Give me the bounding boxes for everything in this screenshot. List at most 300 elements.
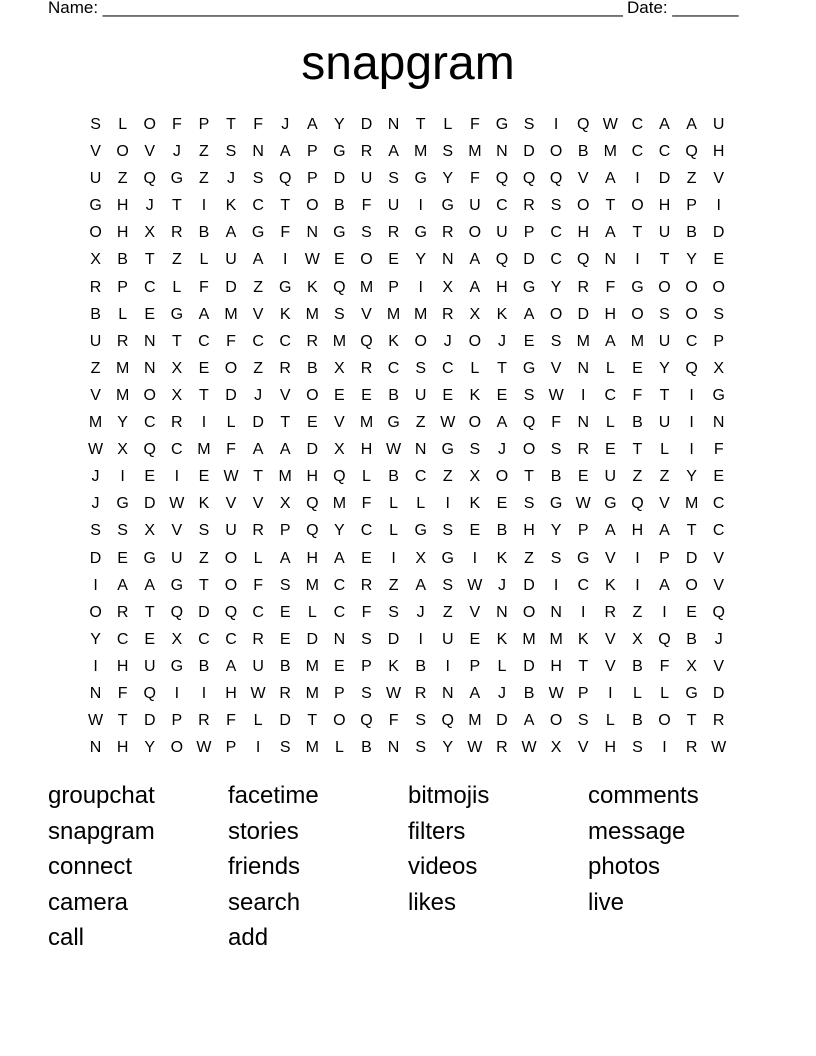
grid-letter: I bbox=[201, 684, 207, 702]
grid-letter: X bbox=[686, 657, 697, 675]
grid-letter: G bbox=[631, 278, 644, 296]
grid-letter: F bbox=[361, 197, 372, 215]
grid-letter: H bbox=[306, 468, 319, 486]
grid-letter: H bbox=[360, 441, 373, 459]
grid-row bbox=[82, 628, 732, 655]
grid-letter: D bbox=[225, 278, 237, 296]
grid-letter: M bbox=[305, 657, 319, 675]
grid-letter: X bbox=[713, 359, 725, 377]
grid-letter: N bbox=[89, 739, 102, 757]
grid-letter: G bbox=[441, 197, 454, 215]
grid-letter: M bbox=[305, 305, 319, 323]
grid-letter: Q bbox=[143, 684, 156, 702]
grid-letter: Q bbox=[360, 332, 373, 350]
grid-letter: D bbox=[306, 441, 319, 459]
grid-letter: G bbox=[441, 441, 454, 459]
grid-letter: T bbox=[497, 359, 507, 377]
grid-letter: Q bbox=[522, 170, 536, 188]
grid-letter: M bbox=[630, 332, 645, 350]
grid-letter: J bbox=[416, 603, 425, 621]
grid-letter: S bbox=[361, 684, 372, 702]
grid-letter: Q bbox=[143, 441, 156, 459]
grid-letter: D bbox=[360, 116, 373, 133]
grid-letter: K bbox=[388, 657, 399, 675]
grid-letter: C bbox=[550, 224, 562, 242]
grid-letter: U bbox=[441, 630, 454, 648]
grid-letter: L bbox=[497, 657, 507, 675]
grid-letter: T bbox=[686, 522, 697, 540]
grid-row bbox=[82, 194, 732, 221]
grid-letter: V bbox=[252, 305, 264, 323]
grid-letter: F bbox=[253, 576, 263, 594]
grid-letter: X bbox=[144, 224, 156, 242]
grid-letter: I bbox=[391, 549, 396, 567]
grid-letter: V bbox=[713, 576, 725, 594]
grid-letter: F bbox=[388, 712, 399, 730]
grid-letter: V bbox=[334, 414, 345, 432]
grid-letter: D bbox=[333, 170, 346, 188]
grid-letter: I bbox=[662, 603, 667, 621]
grid-letter: R bbox=[116, 603, 129, 621]
grid-letter: U bbox=[143, 657, 156, 675]
grid-letter: I bbox=[93, 576, 98, 594]
grid-letter: S bbox=[361, 630, 372, 648]
grid-letter: D bbox=[198, 603, 210, 621]
grid-letter: O bbox=[577, 197, 590, 215]
grid-letter: O bbox=[306, 386, 319, 404]
grid-letter: R bbox=[577, 278, 590, 296]
grid-letter: S bbox=[442, 143, 454, 161]
grid-letter: A bbox=[604, 224, 616, 242]
grid-letter: M bbox=[414, 305, 428, 323]
grid-letter: J bbox=[145, 197, 154, 215]
grid-letter: A bbox=[225, 224, 237, 242]
grid-letter: O bbox=[89, 224, 102, 242]
grid-letter: Q bbox=[577, 116, 590, 133]
grid-letter: T bbox=[253, 468, 263, 486]
grid-letter: E bbox=[469, 630, 481, 648]
grid-row bbox=[82, 709, 732, 736]
grid-letter: T bbox=[415, 116, 426, 133]
grid-letter: B bbox=[632, 712, 643, 730]
grid-letter: W bbox=[467, 739, 483, 757]
grid-letter: P bbox=[577, 684, 589, 702]
grid-letter: T bbox=[171, 332, 182, 350]
grid-letter: B bbox=[496, 522, 508, 540]
word-list-item: call bbox=[48, 924, 85, 951]
grid-letter: M bbox=[88, 414, 103, 432]
grid-letter: F bbox=[171, 116, 182, 133]
grid-letter: P bbox=[225, 739, 237, 757]
grid-letter: L bbox=[253, 712, 263, 730]
grid-letter: J bbox=[254, 386, 263, 404]
grid-letter: E bbox=[306, 414, 318, 432]
grid-letter: O bbox=[658, 278, 671, 296]
grid-letter: E bbox=[361, 549, 372, 567]
grid-letter: F bbox=[469, 170, 480, 188]
grid-letter: R bbox=[523, 197, 535, 215]
grid-letter: V bbox=[90, 386, 101, 404]
grid-letter: T bbox=[686, 712, 697, 730]
grid-letter: O bbox=[495, 468, 509, 486]
grid-letter: I bbox=[174, 468, 180, 486]
word-list-row bbox=[48, 887, 768, 923]
grid-letter: C bbox=[685, 332, 698, 350]
grid-letter: E bbox=[496, 386, 508, 404]
grid-letter: T bbox=[226, 116, 236, 133]
grid-letter: C bbox=[252, 197, 264, 215]
word-list-row bbox=[48, 851, 768, 887]
grid-letter: M bbox=[305, 576, 319, 594]
grid-letter: A bbox=[252, 441, 264, 459]
grid-letter: R bbox=[116, 332, 129, 350]
word-list-item: snapgram bbox=[48, 817, 155, 845]
grid-letter: L bbox=[605, 712, 615, 730]
grid-letter: L bbox=[253, 549, 263, 567]
grid-row bbox=[82, 574, 732, 601]
grid-letter: D bbox=[279, 712, 291, 730]
grid-letter: A bbox=[659, 116, 670, 133]
grid-letter: L bbox=[389, 522, 399, 540]
grid-letter: O bbox=[549, 143, 563, 161]
grid-letter: N bbox=[89, 684, 102, 702]
grid-letter: F bbox=[659, 657, 670, 675]
grid-letter: W bbox=[711, 739, 727, 757]
grid-letter: G bbox=[333, 224, 346, 242]
grid-letter: M bbox=[278, 468, 292, 486]
grid-letter: I bbox=[662, 739, 667, 757]
grid-letter: E bbox=[713, 251, 725, 269]
word-list-item: camera bbox=[48, 888, 129, 916]
grid-letter: J bbox=[91, 468, 100, 486]
grid-letter: Z bbox=[415, 414, 426, 432]
grid-letter: P bbox=[577, 522, 589, 540]
grid-letter: T bbox=[117, 712, 128, 730]
grid-letter: N bbox=[252, 143, 264, 161]
grid-letter: G bbox=[414, 224, 427, 242]
grid-letter: M bbox=[414, 143, 428, 161]
grid-letter: P bbox=[659, 549, 670, 567]
grid-letter: F bbox=[361, 603, 372, 621]
grid-letter: D bbox=[523, 576, 535, 594]
grid-letter: P bbox=[523, 224, 535, 242]
grid-letter: Z bbox=[686, 170, 697, 188]
grid-letter: C bbox=[604, 386, 617, 404]
grid-row bbox=[82, 465, 732, 492]
word-list-item: groupchat bbox=[48, 782, 155, 809]
grid-letter: Y bbox=[90, 630, 101, 648]
grid-letter: V bbox=[171, 522, 183, 540]
grid-letter: B bbox=[415, 657, 426, 675]
grid-letter: E bbox=[442, 386, 454, 404]
grid-letter: D bbox=[523, 143, 535, 161]
grid-letter: L bbox=[362, 468, 371, 486]
grid-letter: R bbox=[360, 143, 373, 161]
grid-letter: E bbox=[144, 305, 156, 323]
grid-letter: X bbox=[334, 359, 345, 377]
grid-letter: T bbox=[605, 197, 616, 215]
grid-letter: R bbox=[198, 712, 210, 730]
grid-letter: A bbox=[252, 251, 264, 269]
grid-letter: A bbox=[469, 251, 481, 269]
grid-row bbox=[82, 547, 732, 574]
grid-letter: A bbox=[496, 414, 508, 432]
grid-row bbox=[82, 221, 732, 248]
grid-letter: K bbox=[198, 495, 210, 513]
grid-letter: Y bbox=[442, 739, 454, 757]
grid-letter: K bbox=[496, 630, 508, 648]
grid-letter: E bbox=[713, 468, 725, 486]
grid-letter: Y bbox=[686, 251, 697, 269]
grid-letter: S bbox=[713, 305, 725, 323]
grid-letter: Q bbox=[631, 495, 644, 513]
grid-letter: S bbox=[388, 603, 399, 621]
grid-letter: I bbox=[716, 197, 721, 215]
grid-letter: R bbox=[387, 224, 400, 242]
grid-letter: G bbox=[522, 278, 536, 296]
grid-letter: R bbox=[414, 684, 427, 702]
grid-letter: Y bbox=[442, 170, 454, 188]
grid-row bbox=[82, 655, 732, 682]
grid-letter: I bbox=[472, 549, 478, 567]
grid-letter: N bbox=[577, 414, 590, 432]
grid-letter: U bbox=[712, 116, 725, 133]
grid-letter: C bbox=[631, 116, 644, 133]
grid-letter: C bbox=[143, 414, 156, 432]
grid-letter: A bbox=[523, 305, 535, 323]
grid-letter: G bbox=[685, 684, 698, 702]
grid-letter: X bbox=[171, 386, 183, 404]
grid-letter: F bbox=[632, 386, 643, 404]
grid-letter: U bbox=[225, 251, 237, 269]
grid-letter: V bbox=[279, 386, 291, 404]
grid-letter: R bbox=[360, 576, 373, 594]
grid-row bbox=[82, 276, 732, 303]
word-list-item: friends bbox=[228, 853, 301, 880]
grid-letter: G bbox=[495, 116, 509, 133]
grid-letter: I bbox=[93, 657, 98, 675]
grid-letter: Q bbox=[360, 712, 373, 730]
grid-letter: Q bbox=[333, 468, 346, 486]
grid-letter: A bbox=[659, 576, 670, 594]
grid-letter: F bbox=[605, 278, 616, 296]
word-list-item: search bbox=[228, 888, 301, 916]
grid-letter: R bbox=[89, 278, 102, 296]
grid-letter: W bbox=[602, 116, 618, 133]
grid-letter: O bbox=[170, 739, 184, 757]
grid-letter: T bbox=[632, 441, 643, 459]
grid-letter: H bbox=[116, 224, 129, 242]
grid-letter: M bbox=[603, 143, 617, 161]
grid-letter: L bbox=[307, 603, 317, 621]
grid-letter: Z bbox=[199, 549, 209, 567]
grid-letter: U bbox=[252, 657, 264, 675]
grid-letter: V bbox=[144, 143, 156, 161]
grid-letter: U bbox=[658, 224, 671, 242]
grid-letter: S bbox=[388, 170, 399, 188]
grid-letter: A bbox=[686, 116, 697, 133]
grid-letter: G bbox=[522, 359, 536, 377]
grid-letter: A bbox=[334, 549, 345, 567]
grid-letter: A bbox=[604, 170, 616, 188]
grid-letter: K bbox=[604, 576, 616, 594]
grid-letter: C bbox=[198, 332, 210, 350]
grid-letter: W bbox=[521, 739, 537, 757]
grid-letter: B bbox=[686, 224, 697, 242]
name-field: Name: _______________________________________________________ bbox=[48, 0, 623, 17]
grid-letter: I bbox=[608, 684, 613, 702]
grid-letter: B bbox=[388, 468, 399, 486]
grid-letter: R bbox=[441, 305, 454, 323]
grid-letter: P bbox=[388, 278, 399, 296]
grid-letter: X bbox=[415, 549, 426, 567]
grid-letter: U bbox=[89, 170, 102, 188]
grid-letter: I bbox=[201, 414, 207, 432]
grid-row bbox=[82, 682, 732, 709]
grid-letter: E bbox=[334, 386, 345, 404]
grid-letter: V bbox=[713, 549, 725, 567]
grid-letter: G bbox=[278, 278, 292, 296]
grid-letter: C bbox=[631, 143, 644, 161]
grid-letter: M bbox=[305, 684, 319, 702]
grid-letter: M bbox=[197, 441, 211, 459]
grid-letter: O bbox=[549, 305, 563, 323]
grid-letter: F bbox=[280, 224, 291, 242]
grid-letter: T bbox=[199, 576, 209, 594]
grid-letter: O bbox=[116, 143, 129, 161]
grid-letter: B bbox=[550, 468, 562, 486]
grid-letter: G bbox=[170, 657, 184, 675]
grid-letter: S bbox=[415, 712, 426, 730]
grid-letter: L bbox=[172, 278, 182, 296]
grid-letter: D bbox=[685, 549, 698, 567]
grid-letter: N bbox=[496, 603, 508, 621]
grid-letter: V bbox=[604, 657, 616, 675]
grid-letter: P bbox=[117, 278, 128, 296]
grid-letter: I bbox=[255, 739, 261, 757]
grid-letter: O bbox=[522, 603, 536, 621]
grid-letter: U bbox=[469, 197, 481, 215]
grid-letter: B bbox=[117, 251, 128, 269]
grid-letter: W bbox=[169, 495, 185, 513]
grid-letter: R bbox=[712, 712, 725, 730]
grid-letter: P bbox=[713, 332, 725, 350]
grid-letter: G bbox=[387, 414, 400, 432]
grid-letter: Q bbox=[143, 170, 156, 188]
grid-letter: C bbox=[387, 359, 400, 377]
grid-letter: S bbox=[279, 576, 291, 594]
grid-letter: K bbox=[469, 386, 481, 404]
grid-letter: T bbox=[632, 224, 643, 242]
grid-letter: R bbox=[252, 630, 264, 648]
grid-letter: L bbox=[199, 251, 209, 269]
grid-letter: C bbox=[360, 522, 373, 540]
grid-letter: J bbox=[497, 576, 506, 594]
grid-letter: G bbox=[577, 549, 590, 567]
word-list-item: photos bbox=[588, 853, 661, 880]
grid-letter: U bbox=[496, 224, 508, 242]
grid-letter: S bbox=[632, 739, 643, 757]
grid-letter: N bbox=[496, 143, 508, 161]
grid-letter: B bbox=[198, 657, 210, 675]
grid-row bbox=[82, 519, 732, 546]
grid-letter: T bbox=[144, 251, 155, 269]
grid-letter: X bbox=[171, 630, 183, 648]
grid-letter: E bbox=[279, 630, 291, 648]
grid-letter: I bbox=[635, 549, 640, 567]
grid-letter: W bbox=[386, 441, 402, 459]
grid-letter: M bbox=[684, 495, 699, 513]
grid-letter: S bbox=[361, 224, 372, 242]
grid-letter: C bbox=[577, 576, 590, 594]
grid-letter: P bbox=[469, 657, 481, 675]
grid-letter: A bbox=[523, 712, 535, 730]
grid-letter: B bbox=[686, 630, 697, 648]
grid-letter: I bbox=[689, 414, 694, 432]
grid-letter: B bbox=[90, 305, 101, 323]
grid-letter: W bbox=[548, 386, 564, 404]
grid-letter: Z bbox=[442, 603, 453, 621]
grid-letter: D bbox=[523, 657, 535, 675]
grid-letter: Q bbox=[522, 414, 536, 432]
grid-letter: X bbox=[144, 522, 156, 540]
grid-letter: A bbox=[198, 305, 210, 323]
grid-letter: O bbox=[224, 576, 238, 594]
grid-letter: R bbox=[577, 441, 590, 459]
grid-letter: C bbox=[658, 143, 671, 161]
grid-letter: U bbox=[414, 386, 427, 404]
grid-letter: N bbox=[333, 630, 346, 648]
grid-letter: C bbox=[279, 332, 291, 350]
grid-letter: Y bbox=[334, 522, 345, 540]
grid-letter: Q bbox=[333, 278, 346, 296]
grid-letter: L bbox=[118, 116, 128, 133]
word-list-row bbox=[48, 780, 768, 816]
grid-letter: G bbox=[333, 143, 346, 161]
grid-letter: E bbox=[198, 359, 210, 377]
grid-letter: I bbox=[553, 116, 559, 133]
grid-letter: S bbox=[90, 116, 101, 133]
grid-letter: A bbox=[659, 522, 670, 540]
grid-letter: L bbox=[118, 305, 128, 323]
grid-letter: F bbox=[469, 116, 480, 133]
grid-row bbox=[82, 303, 732, 330]
grid-letter: F bbox=[199, 278, 209, 296]
grid-letter: V bbox=[659, 495, 670, 513]
grid-letter: P bbox=[306, 170, 318, 188]
grid-letter: J bbox=[281, 116, 290, 133]
grid-letter: S bbox=[198, 522, 210, 540]
word-list-item: add bbox=[228, 924, 269, 951]
grid-letter: A bbox=[388, 143, 399, 161]
grid-row bbox=[82, 411, 732, 438]
grid-letter: E bbox=[496, 495, 508, 513]
grid-letter: U bbox=[604, 468, 617, 486]
grid-letter: O bbox=[631, 305, 644, 323]
grid-letter: X bbox=[334, 441, 345, 459]
grid-letter: A bbox=[117, 576, 128, 594]
grid-letter: Y bbox=[659, 359, 670, 377]
grid-letter: Z bbox=[199, 143, 209, 161]
grid-letter: C bbox=[550, 251, 562, 269]
grid-letter: C bbox=[496, 197, 508, 215]
grid-letter: C bbox=[712, 495, 725, 513]
grid-letter: B bbox=[632, 657, 643, 675]
grid-letter: X bbox=[90, 251, 101, 269]
grid-letter: Q bbox=[685, 359, 698, 377]
word-list-item: likes bbox=[408, 888, 457, 916]
grid-letter: S bbox=[225, 143, 237, 161]
